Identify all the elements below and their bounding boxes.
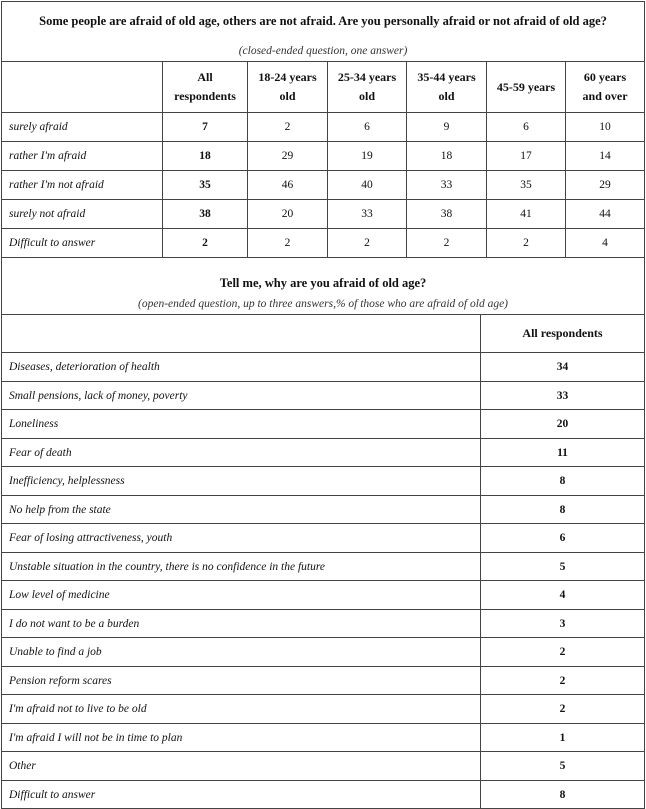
row-label: surely not afraid	[2, 200, 163, 229]
table-row	[2, 667, 645, 695]
cell-value: 40	[328, 171, 407, 200]
cell-value: 2	[481, 638, 645, 667]
cell-value: 11	[481, 439, 645, 467]
row-label: No help from the state	[2, 496, 481, 524]
table-row	[2, 695, 645, 724]
cell-value: 35	[487, 171, 566, 200]
table-row	[2, 382, 645, 410]
table-row	[2, 752, 645, 781]
row-label: Diseases, deterioration of health	[2, 353, 481, 382]
table-row	[2, 467, 645, 496]
row-label: Unstable situation in the country, there is no confidence in the future	[2, 553, 481, 581]
cell-value: 34	[481, 353, 645, 382]
table-row	[2, 410, 645, 439]
table-row	[2, 229, 645, 258]
table-header-row	[2, 62, 645, 113]
cell-value: 7	[163, 113, 248, 142]
cell-value: 9	[407, 113, 487, 142]
row-label: Unable to find a job	[2, 638, 481, 667]
column-header: 25-34 years old	[328, 62, 407, 113]
cell-value: 1	[481, 724, 645, 752]
question-2-title: Tell me, why are you afraid of old age?	[2, 258, 645, 293]
cell-value: 5	[481, 752, 645, 781]
cell-value: 41	[487, 200, 566, 229]
row-label: rather I'm not afraid	[2, 171, 163, 200]
reasons-table	[1, 314, 645, 809]
cell-value: 33	[328, 200, 407, 229]
cell-value: 38	[407, 200, 487, 229]
row-label: Other	[2, 752, 481, 781]
cell-value: 29	[566, 171, 645, 200]
cell-value: 2	[481, 667, 645, 695]
cell-value: 2	[328, 229, 407, 258]
row-label: Small pensions, lack of money, poverty	[2, 382, 481, 410]
question-1-title: Some people are afraid of old age, others are not afraid. Are you personally afraid or not afraid of old age?	[2, 2, 645, 42]
question-2-note: (open-ended question, up to three answers,% of those who are afraid of old age)	[2, 293, 645, 315]
cell-value: 6	[487, 113, 566, 142]
row-label: Fear of losing attractiveness, youth	[2, 524, 481, 553]
cell-value: 19	[328, 142, 407, 171]
row-label: I'm afraid not to live to be old	[2, 695, 481, 724]
header-blank	[2, 315, 481, 353]
cell-value: 5	[481, 553, 645, 581]
table-row	[2, 781, 645, 809]
table-header-row	[2, 315, 645, 353]
header-blank	[2, 62, 163, 113]
cell-value: 18	[407, 142, 487, 171]
table-row	[2, 553, 645, 581]
cell-value: 2	[248, 229, 328, 258]
column-header: 45-59 years	[487, 62, 566, 113]
cell-value: 44	[566, 200, 645, 229]
row-label: surely afraid	[2, 113, 163, 142]
column-header: All respondents	[481, 315, 645, 353]
cell-value: 6	[328, 113, 407, 142]
row-label: Low level of medicine	[2, 581, 481, 610]
cell-value: 8	[481, 496, 645, 524]
column-header: 60 years and over	[566, 62, 645, 113]
row-label: Loneliness	[2, 410, 481, 439]
cell-value: 35	[163, 171, 248, 200]
question-1-note: (closed-ended question, one answer)	[2, 42, 645, 62]
row-label: rather I'm afraid	[2, 142, 163, 171]
table-row	[2, 113, 645, 142]
row-label: Fear of death	[2, 439, 481, 467]
cell-value: 2	[481, 695, 645, 724]
row-label: I'm afraid I will not be in time to plan	[2, 724, 481, 752]
cell-value: 14	[566, 142, 645, 171]
row-label: I do not want to be a burden	[2, 610, 481, 638]
table-row	[2, 353, 645, 382]
cell-value: 4	[566, 229, 645, 258]
cell-value: 46	[248, 171, 328, 200]
row-label: Difficult to answer	[2, 229, 163, 258]
table-row	[2, 610, 645, 638]
cell-value: 38	[163, 200, 248, 229]
cell-value: 20	[248, 200, 328, 229]
column-header: 18-24 years old	[248, 62, 328, 113]
column-header: All respondents	[163, 62, 248, 113]
row-label: Pension reform scares	[2, 667, 481, 695]
cell-value: 17	[487, 142, 566, 171]
table-row	[2, 638, 645, 667]
table-row	[2, 200, 645, 229]
cell-value: 10	[566, 113, 645, 142]
row-label: Inefficiency, helplessness	[2, 467, 481, 496]
table-row	[2, 524, 645, 553]
cell-value: 29	[248, 142, 328, 171]
cell-value: 6	[481, 524, 645, 553]
cell-value: 33	[407, 171, 487, 200]
table-row	[2, 439, 645, 467]
cell-value: 8	[481, 781, 645, 809]
cell-value: 2	[248, 113, 328, 142]
cell-value: 18	[163, 142, 248, 171]
cell-value: 8	[481, 467, 645, 496]
cell-value: 2	[487, 229, 566, 258]
cell-value: 2	[407, 229, 487, 258]
cell-value: 4	[481, 581, 645, 610]
fear-of-old-age-table	[1, 1, 645, 315]
table-row	[2, 171, 645, 200]
row-label: Difficult to answer	[2, 781, 481, 809]
cell-value: 33	[481, 382, 645, 410]
table-row	[2, 496, 645, 524]
table-row	[2, 581, 645, 610]
column-header: 35-44 years old	[407, 62, 487, 113]
cell-value: 20	[481, 410, 645, 439]
cell-value: 3	[481, 610, 645, 638]
cell-value: 2	[163, 229, 248, 258]
table-row	[2, 142, 645, 171]
table-row	[2, 724, 645, 752]
